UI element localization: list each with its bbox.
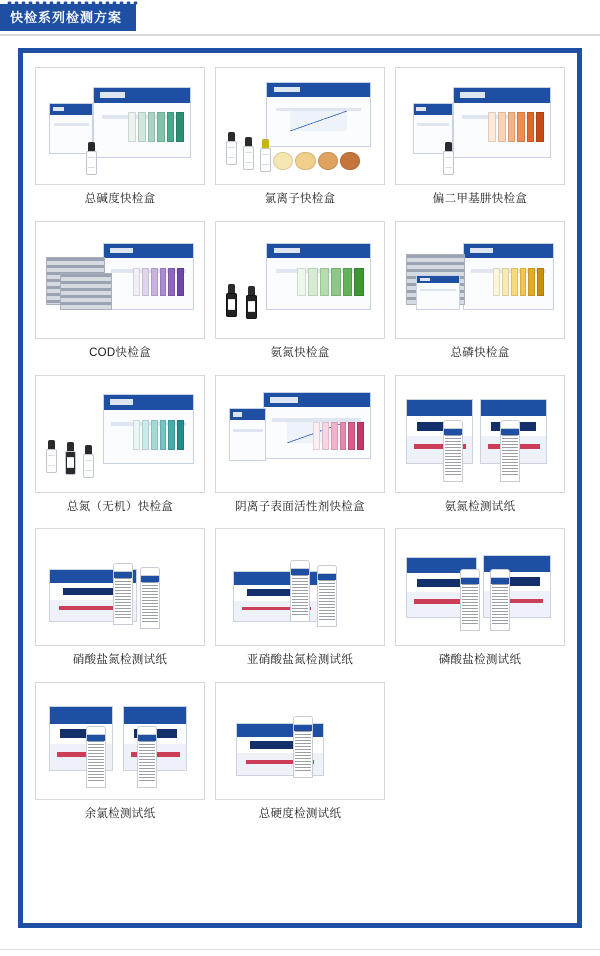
product-image-cod — [35, 221, 205, 339]
product-image-nitrite-test-paper — [215, 528, 385, 646]
product-name: 氯离子快检盒 — [264, 193, 336, 205]
product-card[interactable] — [395, 528, 565, 678]
product-card[interactable] — [35, 221, 205, 371]
product-image-ammonia-nitrogen — [215, 221, 385, 339]
product-catalog-frame — [18, 48, 582, 928]
product-card[interactable] — [215, 221, 385, 371]
product-image-udmh — [395, 67, 565, 185]
product-card[interactable] — [395, 67, 565, 217]
product-card[interactable] — [35, 67, 205, 217]
product-name: COD快检盒 — [89, 346, 151, 359]
product-image-total-alkalinity — [35, 67, 205, 185]
product-card[interactable] — [215, 528, 385, 678]
product-name: 阴离子表面活性剂快检盒 — [235, 500, 365, 513]
product-name: 氨氮检测试纸 — [444, 500, 516, 513]
product-name: 总磷快检盒 — [450, 346, 510, 359]
product-card[interactable] — [35, 375, 205, 525]
product-name: 总硬度检测试纸 — [258, 808, 342, 821]
page-header — [0, 0, 600, 40]
product-image-phosphate-test-paper — [395, 528, 565, 646]
product-card[interactable] — [215, 67, 385, 217]
product-name: 氨氮快检盒 — [270, 346, 330, 359]
header-divider — [0, 34, 600, 36]
product-name: 硝酸盐氮检测试纸 — [72, 654, 168, 667]
footer-divider — [0, 949, 600, 950]
product-card[interactable] — [395, 221, 565, 371]
product-image-total-nitrogen — [35, 375, 205, 493]
product-card[interactable] — [35, 682, 205, 832]
product-name: 总氮（无机）快检盒 — [66, 500, 174, 513]
product-image-anionic-surfactant — [215, 375, 385, 493]
product-image-total-phosphorus — [395, 221, 565, 339]
product-image-residual-chlorine-test-paper — [35, 682, 205, 800]
product-card[interactable] — [395, 375, 565, 525]
product-image-nitrate-test-paper — [35, 528, 205, 646]
product-name: 余氯检测试纸 — [84, 808, 156, 821]
product-card[interactable] — [215, 682, 385, 832]
product-name: 磷酸盐检测试纸 — [438, 654, 522, 667]
product-name: 偏二甲基肼快检盒 — [432, 193, 528, 205]
product-image-total-hardness-test-paper — [215, 682, 385, 800]
product-card[interactable] — [215, 375, 385, 525]
product-grid — [35, 67, 565, 832]
product-name: 总碱度快检盒 — [84, 193, 156, 205]
product-image-ammonia-test-paper — [395, 375, 565, 493]
product-card[interactable] — [35, 528, 205, 678]
page-title: 快检系列检测方案 — [0, 4, 136, 31]
product-name: 亚硝酸盐氮检测试纸 — [246, 654, 354, 667]
product-image-chloride — [215, 67, 385, 185]
